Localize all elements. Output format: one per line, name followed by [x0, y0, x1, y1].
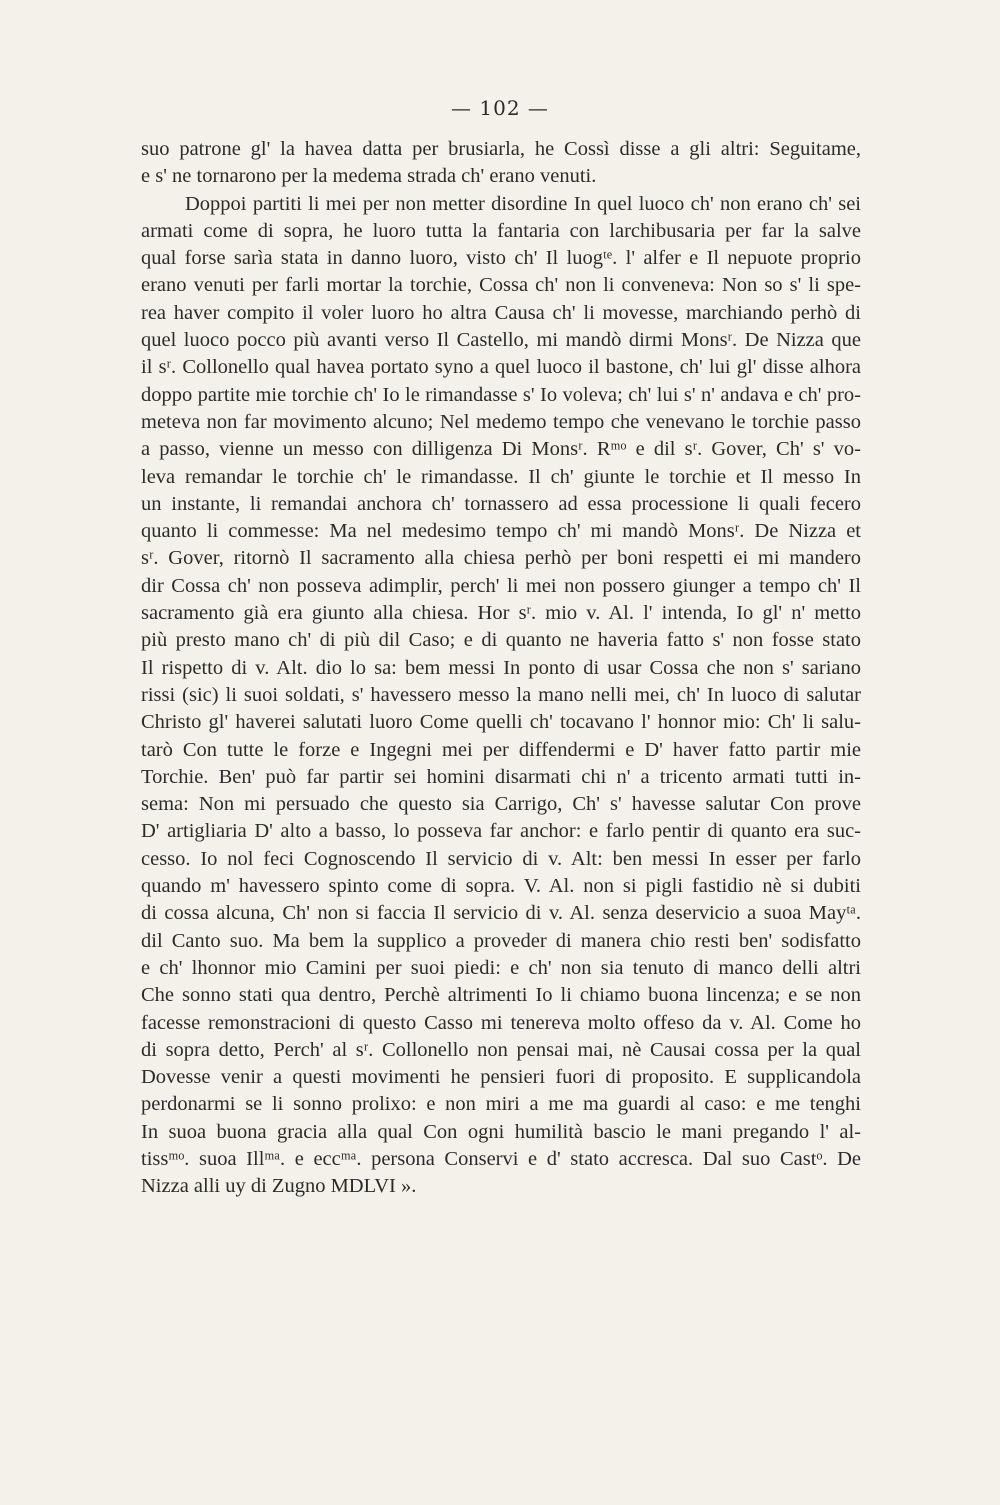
text-line: suo patrone gl' la havea datta per brusiarla, he Cossì disse a gli altri: Seguitame,: [141, 138, 861, 160]
text-line: qual forse sarìa stata in danno luoro, visto ch' Il luogᵗᵉ. l' alfer e Il nepuote proprio: [141, 247, 861, 270]
text-line: rissi (sic) li suoi soldati, s' havessero messo la mano nelli mei, ch' In luoco di salutar: [141, 683, 861, 706]
text-line: e ch' lhonnor mio Camini per suoi piedi: e ch' non sia tenuto di manco delli altri: [141, 956, 861, 979]
text-line: sema: Non mi persuado che questo sia Carrigo, Ch' s' havesse salutar Con prove: [141, 793, 861, 816]
page-number: — 102 —: [451, 96, 549, 120]
text-line: a passo, vienne un messo con dilligenza Di Monsʳ. Rᵐᵒ e dil sʳ. Gover, Ch' s' vo-: [141, 438, 861, 461]
text-line: Dovesse venir a questi movimenti he pensieri fuori di proposito. E supplicandola: [141, 1066, 861, 1089]
text-line: un instante, li remandai anchora ch' tornassero ad essa processione li quali fecero: [141, 492, 861, 515]
text-line: più presto mano ch' di più dil Caso; e di quanto ne haveria fatto s' non fosse stato: [141, 629, 861, 652]
paragraph: [141, 136, 861, 191]
text-line: di sopra detto, Perch' al sʳ. Collonello non pensai mai, nè Causai cossa per la qual: [141, 1038, 861, 1061]
text-line: perdonarmi se li sonno prolixo: e non miri a me ma guardi al caso: e me tenghi: [141, 1093, 861, 1116]
text-line: Torchie. Ben' può far partir sei homini disarmati chi n' a tricento armati tutti in-: [141, 765, 861, 788]
text-line: e s' ne tornarono per la medema strada ch' erano venuti.: [141, 165, 597, 188]
text-line: Christo gl' haverei salutati luoro Come quelli ch' tocavano l' honnor mio: Ch' li salu-: [141, 711, 861, 734]
text-line: quanto li commesse: Ma nel medesimo tempo ch' mi mandò Monsʳ. De Nizza et: [141, 520, 861, 543]
text-line: rea haver compito il voler luoro ho altra Causa ch' li movesse, marchiando perhò di: [141, 301, 861, 324]
text-line: di cossa alcuna, Ch' non si faccia Il servicio di v. Al. senza deservicio a suoa Mayᵗᵃ.: [141, 902, 861, 925]
text-line: armati come di sopra, he luoro tutta la fantaria con larchibusaria per far la salve: [141, 219, 861, 242]
text-line: In suoa buona gracia alla qual Con ogni humilità bascio le mani pregando l' al-: [141, 1120, 861, 1143]
text-line: meteva non far movimento alcuno; Nel medemo tempo che venevano le torchie passo: [141, 410, 861, 433]
text-line: doppo partite mie torchie ch' Io le rimandasse s' Io voleva; ch' lui s' n' andava e ch' pro-: [141, 383, 861, 406]
text-line: facesse remonstracioni di questo Casso mi tenereva molto offeso da v. Al. Come ho: [141, 1011, 861, 1034]
text-line: cesso. Io nol feci Cognoscendo Il servicio di v. Alt: ben messi In esser per farlo: [141, 847, 861, 870]
text-line: sʳ. Gover, ritornò Il sacramento alla chiesa perhò per boni respetti ei mi mandero: [141, 547, 861, 570]
text-line: quel luoco pocco più avanti verso Il Castello, mi mandò dirmi Monsʳ. De Nizza que: [141, 329, 861, 352]
text-line: Nizza alli uy di Zugno MDLVI ».: [141, 1175, 417, 1198]
text-line: erano venuti per farli mortar la torchie, Cossa ch' non li conveneva: Non so s' li spe-: [141, 274, 861, 297]
text-line: dir Cossa ch' non posseva adimplir, perch' li mei non possero giunger a tempo ch' Il: [141, 574, 861, 597]
text-line: tarò Con tutte le forze e Ingegni mei per diffendermi e D' haver fatto partir mie: [141, 738, 861, 761]
text-line: dil Canto suo. Ma bem la supplico a proveder di manera chio resti ben' sodisfatto: [141, 929, 861, 952]
text-line: D' artigliaria D' alto a basso, lo posseva far anchor: e farlo pentir di quanto era suc-: [141, 820, 861, 843]
text-line: sacramento già era giunto alla chiesa. Hor sʳ. mio v. Al. l' intenda, Io gl' n' metto: [141, 602, 861, 625]
text-line: Il rispetto di v. Alt. dio lo sa: bem messi In ponto di usar Cossa che non s' sariano: [141, 656, 861, 679]
text-line: Doppoi partiti li mei per non metter disordine In quel luoco ch' non erano ch' sei: [185, 192, 861, 215]
paragraph: [141, 191, 861, 1201]
text-line: Che sonno stati qua dentro, Perchè altrimenti Io li chiamo buona lincenza; e se non: [141, 984, 861, 1007]
body-text: [141, 136, 861, 1201]
text-line: leva remandar le torchie ch' le rimandasse. Il ch' giunte le torchie et Il messo In: [141, 465, 861, 488]
text-line: il sʳ. Collonello qual havea portato syno a quel luoco il bastone, ch' lui gl' disse alhora: [141, 356, 861, 379]
text-line: quando m' havessero spinto come di sopra. V. Al. non si pigli fastidio nè si dubiti: [141, 875, 861, 898]
text-line: tissᵐᵒ. suoa Illᵐᵃ. e eccᵐᵃ. persona Conservi e d' stato accresca. Dal suo Castᵒ. De: [141, 1147, 861, 1170]
